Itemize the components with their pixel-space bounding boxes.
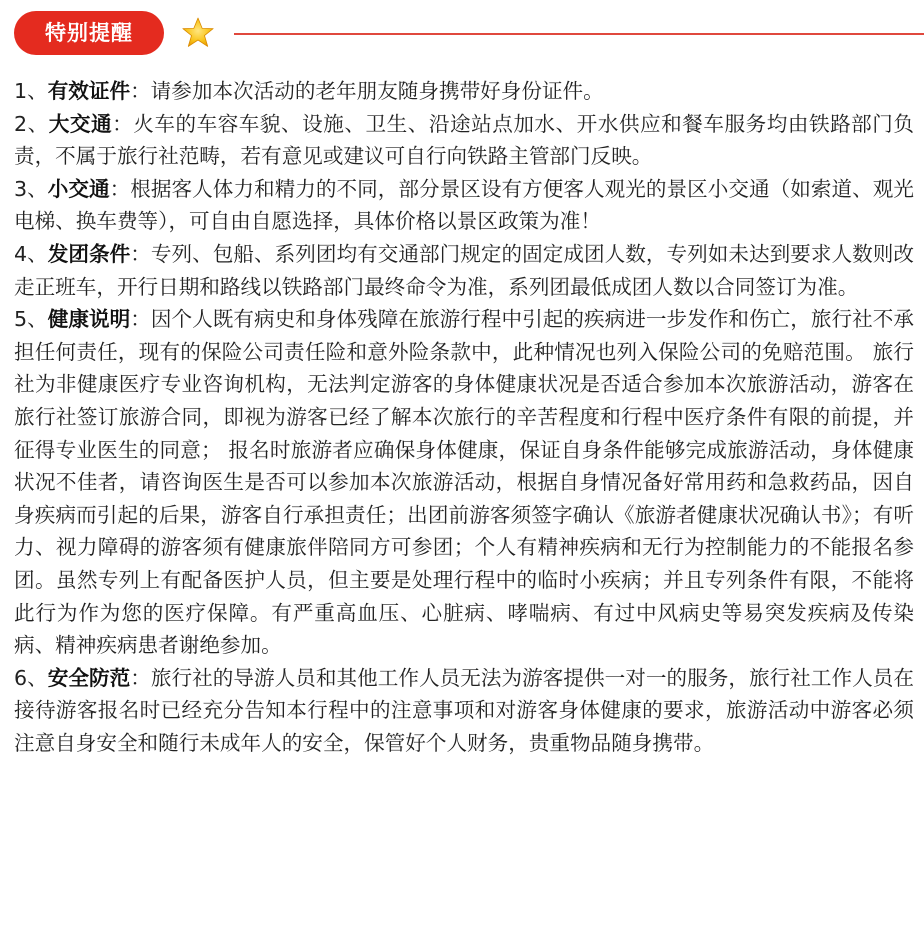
item-text: ：专列、包船、系列团均有交通部门规定的固定成团人数，专列如未达到要求人数则改走正班车，开行日期和路线以铁路部门最终命令为准，系列团最低成团人数以合同签订为准。 xyxy=(14,241,915,299)
notice-item-id xyxy=(14,75,914,108)
notice-item-major-transport xyxy=(14,108,914,173)
item-number: 3、 xyxy=(14,176,48,201)
notice-item-local-transport xyxy=(14,173,914,238)
star-icon xyxy=(181,16,215,50)
header-divider xyxy=(234,33,924,35)
item-text: ：旅行社的导游人员和其他工作人员无法为游客提供一对一的服务，旅行社工作人员在接待游客报名时已经充分告知本行程中的注意事项和对游客身体健康的要求，旅游活动中游客必须注意自身安全和随行未成年人的安全，保管好个人财务，贵重物品随身携带。 xyxy=(14,665,915,755)
item-number: 2、 xyxy=(14,111,49,136)
item-title: 有效证件 xyxy=(47,79,131,103)
notice-list xyxy=(14,75,914,759)
notice-item-safety xyxy=(14,662,914,760)
item-title: 小交通 xyxy=(47,176,110,201)
section-header xyxy=(0,0,924,64)
item-title: 健康说明 xyxy=(47,307,131,332)
item-title: 安全防范 xyxy=(47,665,131,690)
reminder-badge: 特别提醒 xyxy=(14,11,164,55)
item-number: 4、 xyxy=(14,241,48,266)
item-text: ：因个人既有病史和身体残障在旅游行程中引起的疾病进一步发作和伤亡，旅行社不承担任何责任，现有的保险公司责任险和意外险条款中，此种情况也列入保险公司的免赔范围。 旅行社为非健康医疗专业咨询机构，无法判定游客的身体健康状况是否适合参加本次旅游活动，游客在旅行社签订旅游合同，即视为游客已经了解本次旅行的辛苦程度和行程中医疗条件有限的前提，并征得专业医生的同意； 报名时旅游者应确保身体健康，保证自身条件能够完成旅游活动，身体健康状况不佳者，请咨询医生是否可以参加本次旅游活动，根据自身情况备好常用药和急救药品，因自身疾病而引起的后果，游客自行承担责任；出团前游客须签字确认《旅游者健康状况确认书》；有听力、视力障碍的游客须有健康旅伴陪同方可参团；个人有精神疾病和无行为控制能力的不能报名参团。虽然专列上有配备医护人员，但主要是处理行程中的临时小疾病；并且专列条件有限，不能将此行为作为您的医疗保障。有严重高血压、心脏病、哮喘病、有过中风病史等易突发疾病及传染病、精神疾病患者谢绝参加。 xyxy=(14,307,915,658)
notice-item-health xyxy=(14,303,914,662)
notice-item-group-conditions xyxy=(14,238,914,303)
item-number: 1、 xyxy=(14,79,48,103)
item-text: ：请参加本次活动的老年朋友随身携带好身份证件。 xyxy=(130,79,604,103)
item-text: ：火车的车容车貌、设施、卫生、沿途站点加水、开水供应和餐车服务均由铁路部门负责，不属于旅行社范畴，若有意见或建议可自行向铁路主管部门反映。 xyxy=(14,111,915,169)
item-title: 大交通 xyxy=(48,111,113,136)
item-number: 5、 xyxy=(14,307,48,332)
item-text: ：根据客人体力和精力的不同，部分景区设有方便客人观光的景区小交通（如索道、观光电梯、换车费等），可自由自愿选择，具体价格以景区政策为准！ xyxy=(14,176,915,234)
item-title: 发团条件 xyxy=(47,241,131,266)
item-number: 6、 xyxy=(14,665,48,690)
